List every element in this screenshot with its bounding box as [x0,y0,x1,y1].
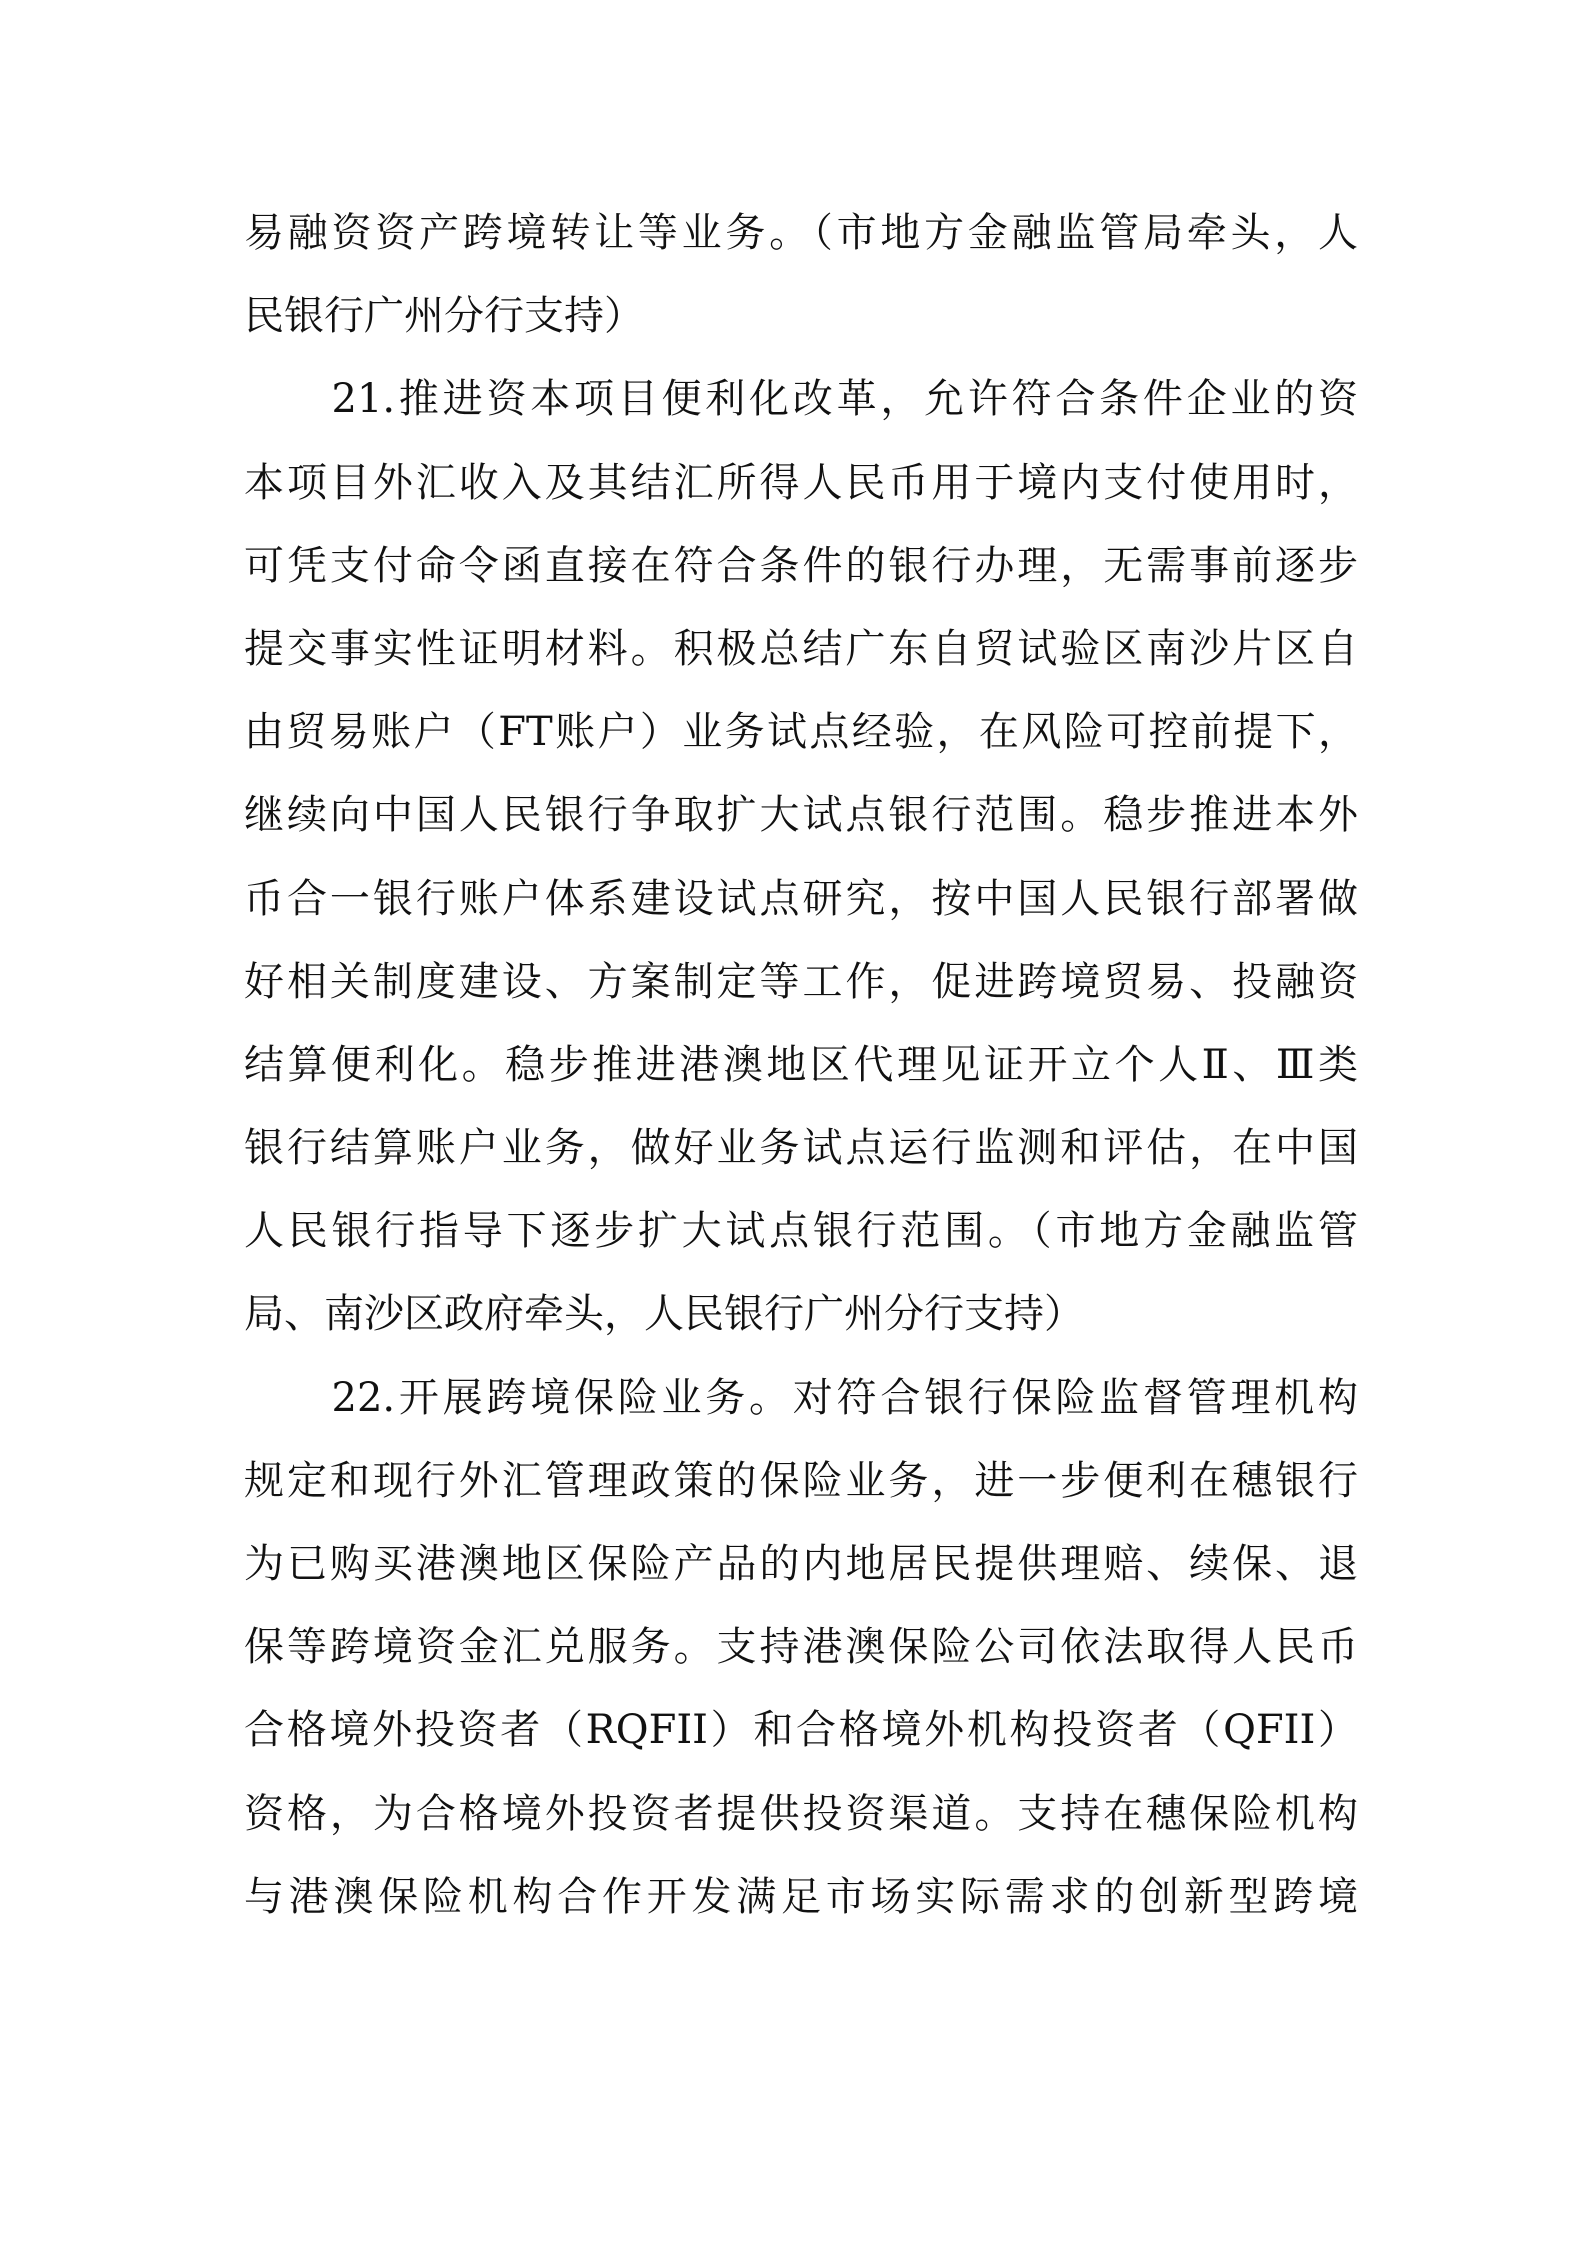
text-line: 规定和现行外汇管理政策的保险业务，进一步便利在穗银行 [244,1457,1358,1504]
body-text [244,192,1358,1939]
text-line: 币合一银行账户体系建设试点研究，按中国人民银行部署做 [244,875,1358,922]
text-line: 可凭支付命令函直接在符合条件的银行办理，无需事前逐步 [244,542,1358,589]
text-line: 结算便利化。稳步推进港澳地区代理见证开立个人Ⅱ、Ⅲ类 [244,1041,1358,1088]
text-line: 资格，为合格境外投资者提供投资渠道。支持在穗保险机构 [244,1790,1358,1837]
text-line: 继续向中国人民银行争取扩大试点银行范围。稳步推进本外 [244,792,1358,839]
text-line: 提交事实性证明材料。积极总结广东自贸试验区南沙片区自 [244,625,1358,672]
text-line: 合格境外投资者（RQFII）和合格境外机构投资者（QFII） [244,1707,1358,1754]
text-line: 局、南沙区政府牵头，人民银行广州分行支持） [244,1291,1084,1338]
text-line: 为已购买港澳地区保险产品的内地居民提供理赔、续保、退 [244,1541,1358,1587]
text-line: 保等跨境资金汇兑服务。支持港澳保险公司依法取得人民币 [244,1624,1358,1671]
text-line: 由贸易账户（FT账户）业务试点经验，在风险可控前提下， [244,709,1358,756]
text-line: 22.开展跨境保险业务。对符合银行保险监督管理机构 [244,1374,1358,1421]
text-line: 与港澳保险机构合作开发满足市场实际需求的创新型跨境 [244,1873,1358,1920]
text-line: 21.推进资本项目便利化改革，允许符合条件企业的资 [244,376,1358,423]
text-line: 民银行广州分行支持） [244,293,644,340]
text-line: 好相关制度建设、方案制定等工作，促进跨境贸易、投融资 [244,958,1358,1005]
text-line: 易融资资产跨境转让等业务。（市地方金融监管局牵头，人 [244,210,1358,256]
text-line: 人民银行指导下逐步扩大试点银行范围。（市地方金融监管 [244,1208,1358,1255]
text-line: 本项目外汇收入及其结汇所得人民币用于境内支付使用时， [244,459,1358,506]
text-line: 银行结算账户业务，做好业务试点运行监测和评估，在中国 [244,1125,1358,1172]
